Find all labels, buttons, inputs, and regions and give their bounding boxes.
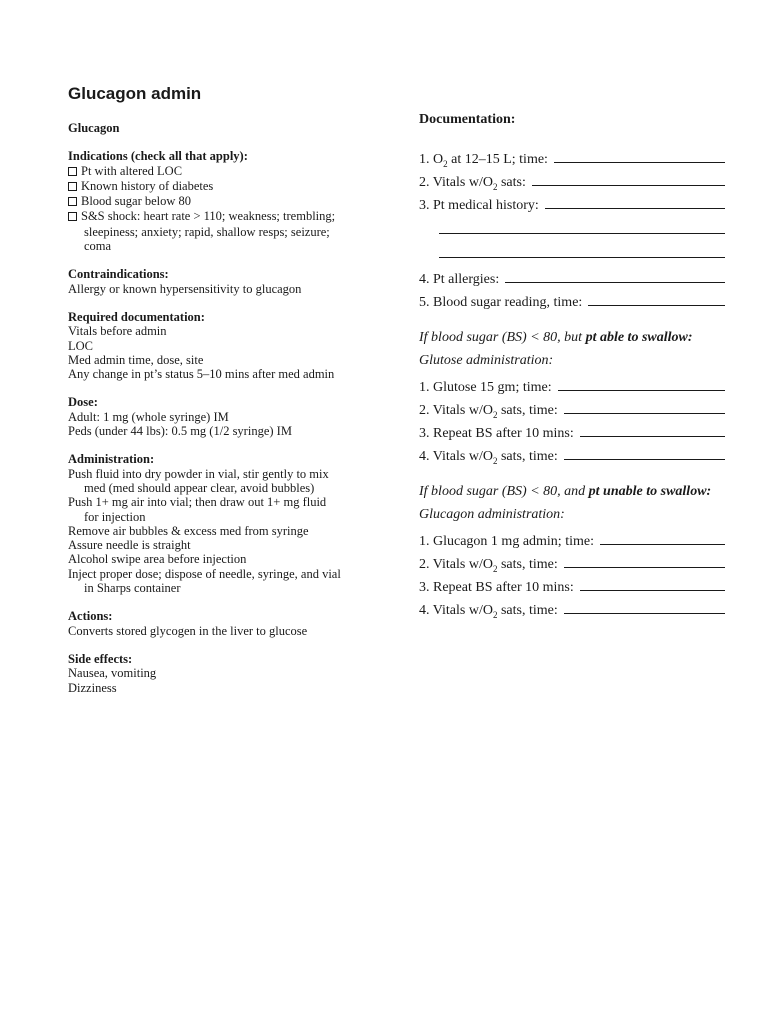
blank-line[interactable]	[564, 553, 725, 568]
documentation-column	[419, 112, 725, 622]
administration-line: Push fluid into dry powder in vial, stir gently to mix	[68, 466, 329, 481]
administration-line: Alcohol swipe area before injection	[68, 552, 247, 567]
blank-line[interactable]	[545, 194, 725, 209]
checkbox-icon[interactable]	[68, 164, 81, 179]
glucagon-admin-heading: Glucagon administration:	[419, 507, 565, 522]
required-line: LOC	[68, 338, 93, 353]
protocol-column	[68, 121, 398, 709]
required-line: Vitals before admin	[68, 324, 167, 339]
blank-line[interactable]	[564, 445, 725, 460]
dose-section	[68, 395, 398, 438]
blank-line[interactable]	[564, 599, 725, 614]
blank-line[interactable]	[600, 530, 725, 545]
checkbox-icon[interactable]	[68, 194, 81, 209]
blank-line[interactable]	[564, 399, 725, 414]
glutose-repeat-bs-field[interactable]: 3. Repeat BS after 10 mins:	[419, 422, 725, 445]
indications-section	[68, 149, 398, 253]
indication-checkbox-item[interactable]: Pt with altered LOC	[68, 164, 398, 179]
unable-condition: If blood sugar (BS) < 80, and pt unable to swallow:	[419, 484, 712, 499]
checkbox-icon[interactable]	[68, 209, 81, 224]
blank-line[interactable]	[532, 171, 725, 186]
required-documentation-section	[68, 310, 398, 381]
glucagon-time-field[interactable]: 1. Glucagon 1 mg admin; time:	[419, 530, 725, 553]
administration-line: Inject proper dose; dispose of needle, syringe, and vial	[68, 566, 341, 581]
checkbox-icon[interactable]	[68, 179, 81, 194]
administration-line: in Sharps container	[84, 581, 181, 596]
glutose-vitals-field[interactable]: 4. Vitals $w/O_2$ sats, time:	[419, 445, 725, 468]
glutose-vitals-field[interactable]: 2. Vitals $w/O_2$ sats, time:	[419, 399, 725, 422]
medical-history-blank-line[interactable]	[439, 241, 725, 258]
medical-history-field[interactable]: 3. Pt medical history:	[419, 194, 725, 217]
indication-checkbox-item[interactable]: Known history of diabetes	[68, 179, 398, 194]
side-effects-heading: Side effects:	[68, 651, 133, 666]
required-line: Med admin time, dose, site	[68, 352, 204, 367]
o2-time-field[interactable]: 1. $O_2$ at 12–15 L; time:	[419, 148, 725, 171]
required-line: Any change in pt’s status 5–10 mins after med admin	[68, 367, 335, 382]
contraindications-heading: Contraindications:	[68, 267, 169, 282]
blank-line[interactable]	[558, 376, 725, 391]
side-effect-line: Nausea, vomiting	[68, 666, 157, 681]
vitals-sats-field[interactable]: 2. Vitals $w/O_2$ sats:	[419, 171, 725, 194]
blank-line[interactable]	[554, 148, 725, 163]
required-documentation-heading: Required documentation:	[68, 309, 205, 324]
blank-line[interactable]	[580, 576, 725, 591]
documentation-heading: Documentation:	[419, 112, 516, 127]
indication-continuation: sleepiness; anxiety; rapid, shallow resps; seizure;	[84, 224, 330, 239]
blank-line[interactable]	[588, 291, 725, 306]
side-effects-section	[68, 652, 398, 695]
glucagon-vitals-field[interactable]: 2. Vitals $w/O_2$ sats, time:	[419, 553, 725, 576]
administration-section	[68, 452, 398, 595]
indication-checkbox-item[interactable]: Blood sugar below 80	[68, 194, 398, 209]
administration-line: med (med should appear clear, avoid bubbles)	[84, 480, 315, 495]
administration-line: for injection	[84, 509, 146, 524]
indications-heading: Indications (check all that apply):	[68, 149, 248, 164]
dose-line: Adult: 1 mg (whole syringe) IM	[68, 409, 229, 424]
actions-heading: Actions:	[68, 609, 113, 624]
allergies-field[interactable]: 4. Pt allergies:	[419, 268, 725, 291]
dose-line: Peds (under 44 lbs): 0.5 mg (1/2 syringe) IM	[68, 424, 292, 439]
dose-heading: Dose:	[68, 395, 98, 410]
blood-sugar-reading-field[interactable]: 5. Blood sugar reading, time:	[419, 291, 725, 314]
indication-checkbox-item[interactable]: S&S shock: heart rate > 110; weakness; trembling;	[68, 209, 398, 224]
actions-text: Converts stored glycogen in the liver to glucose	[68, 623, 308, 638]
glutose-admin-heading: Glutose administration:	[419, 353, 554, 368]
medical-history-blank-line[interactable]	[439, 217, 725, 234]
administration-heading: Administration:	[68, 452, 155, 467]
indication-continuation: coma	[84, 239, 112, 254]
blank-line[interactable]	[580, 422, 725, 437]
swallow-condition: If blood sugar (BS) < 80, but pt able to swallow:	[419, 330, 693, 345]
glutose-time-field[interactable]: 1. Glutose 15 gm; time:	[419, 376, 725, 399]
contraindications-text: Allergy or known hypersensitivity to glucagon	[68, 281, 302, 296]
administration-line: Remove air bubbles & excess med from syringe	[68, 523, 309, 538]
page-title: Glucagon admin	[68, 84, 202, 103]
side-effect-line: Dizziness	[68, 680, 117, 695]
administration-line: Assure needle is straight	[68, 538, 191, 553]
drug-name: Glucagon	[68, 121, 120, 135]
glucagon-repeat-bs-field[interactable]: 3. Repeat BS after 10 mins:	[419, 576, 725, 599]
contraindications-section	[68, 267, 398, 296]
actions-section	[68, 609, 398, 638]
blank-line[interactable]	[505, 268, 725, 283]
administration-line: Push 1+ mg air into vial; then draw out 1+ mg fluid	[68, 495, 327, 510]
glucagon-vitals-field[interactable]: 4. Vitals $w/O_2$ sats, time:	[419, 599, 725, 622]
